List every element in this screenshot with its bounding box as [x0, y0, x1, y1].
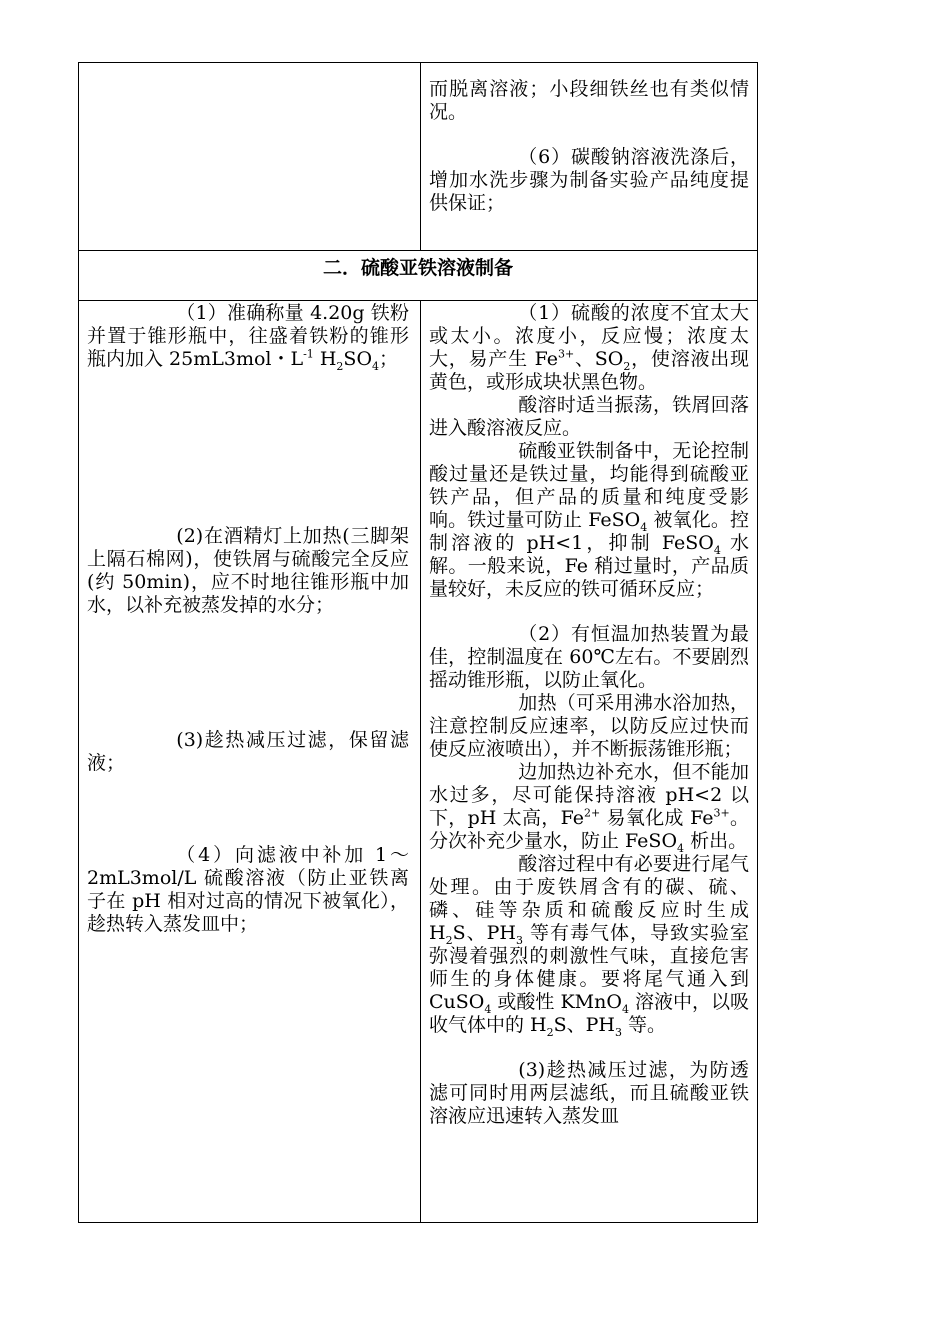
note-4: （2）有恒温加热装置为最佳，控制温度在 60℃左右。不要剧烈摇动锥形瓶，以防止氧化。: [429, 623, 749, 691]
section1-right-cell: [429, 78, 749, 215]
note-5: 加热（可采用沸水浴加热，注意控制反应速率，以防反应过快而使反应液喷出），并不断振荡锥形瓶；: [429, 692, 749, 760]
note-6: 边加热边补充水，但不能加水过多，尽可能保持溶液 pH<2 以下，pH 太高，$Fe^{2+}$ 易氧化成 $Fe^{3+}$。分次补充少量水，防止 FeSO$_4$ 析出。: [429, 761, 749, 855]
row-divider-2: [79, 300, 757, 301]
note-7: 酸溶过程中有必要进行尾气处理。由于废铁屑含有的碳、硫、磷、硅等杂质和硫酸反应时生成 $H_2S$、$PH_3$ 等有毒气体，导致实验室弥漫着强烈的刺激性气味，直接危害师生的身体健康。要将尾气通入到 CuSO$_4$ 或酸性 KMnO$_4$ 溶液中，以吸收气体中的 $H_2S$、$PH_3$ 等。: [429, 853, 749, 1039]
note-1: （1）硫酸的浓度不宜太大或太小。浓度小，反应慢；浓度太大，易产生 $Fe^{3+}$、$SO_2$，使溶液出现黄色，或形成块状黑色物。: [429, 302, 749, 393]
note-2: 酸溶时适当振荡，铁屑回落进入酸溶液反应。: [429, 394, 749, 439]
section2-left-step-4: （4）向滤液中补加 1～2mL3mol/L 硫酸溶液（防止亚铁离子在 pH 相对过高的情况下被氧化），趁热转入蒸发皿中；: [87, 844, 409, 935]
document-table: [78, 62, 758, 1223]
row-divider-1: [79, 250, 757, 251]
section2-left-step-3: (3)趁热减压过滤，保留滤液；: [87, 729, 409, 774]
section2-title: 二．硫酸亚铁溶液制备: [322, 257, 513, 279]
section1-right-line-3: （6）碳酸钠溶液洗涤后，增加水洗步骤为制备实验产品纯度提供保证；: [429, 146, 749, 214]
note-8: (3)趁热减压过滤，为防透滤可同时用两层滤纸，而且硫酸亚铁溶液应迅速转入蒸发皿: [429, 1059, 749, 1127]
section2-left-step-1: （1）准确称量 4.20g 铁粉并置于锥形瓶中，往盛着铁粉的锥形瓶内加入 25mL3mol・$L^{-1}$ $H_2SO_4$；: [87, 302, 409, 373]
note-3: 硫酸亚铁制备中，无论控制酸过量还是铁过量，均能得到硫酸亚铁产品，但产品的质量和纯度受影响。铁过量可防止 FeSO$_4$ 被氧化。控制溶液的 pH<1，抑制 FeSO$_4$ 水解。一般来说，Fe 稍过量时，产品质量较好，未反应的铁可循环反应；: [429, 440, 749, 600]
section2-left-step-2: (2)在酒精灯上加热(三脚架上隔石棉网)，使铁屑与硫酸完全反应(约 50min)，应不时地往锥形瓶中加水，以补充被蒸发掉的水分；: [87, 525, 409, 616]
column-divider-top: [420, 63, 421, 250]
section1-right-line-1: 而脱离溶液；小段细铁丝也有类似情况。: [429, 78, 749, 123]
section2-right-notes: [429, 302, 749, 1128]
column-divider-bottom: [420, 300, 421, 1223]
